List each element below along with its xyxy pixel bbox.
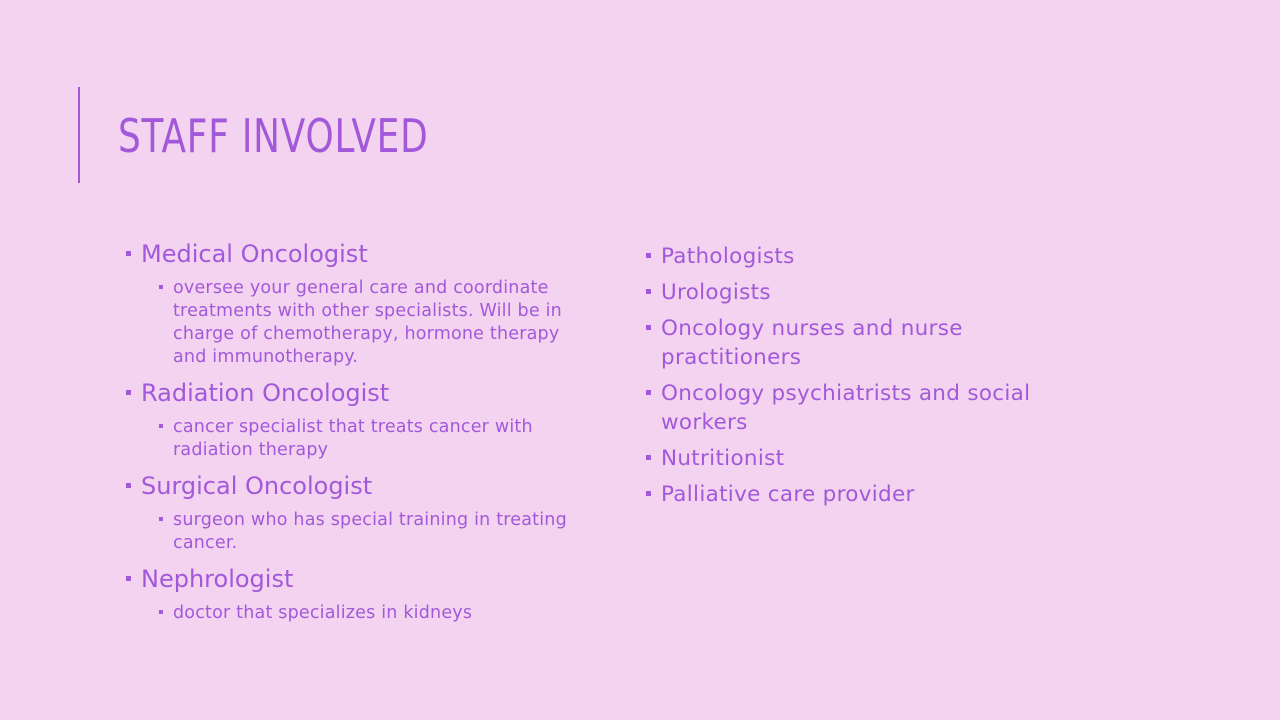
list-item-label: Pathologists [661,244,795,269]
sub-list-item-text: doctor that specializes in kidneys [173,603,473,623]
sub-list [141,509,596,555]
square-bullet-icon [159,610,163,614]
list-item [126,565,596,625]
sub-list-item [141,509,596,555]
list-item-label: Radiation Oncologist [141,379,390,407]
sub-list-item [141,277,596,369]
list-item [126,472,596,555]
square-bullet-icon [126,390,131,395]
list-item [646,444,1076,473]
list-item-label: Nephrologist [141,565,294,593]
list-item-label: Urologists [661,280,771,305]
square-bullet-icon [159,424,163,428]
square-bullet-icon [126,251,131,256]
square-bullet-icon [159,285,163,289]
square-bullet-icon [646,325,651,330]
sub-list [141,602,596,625]
list-item-label: Oncology nurses and nurse practitioners [661,316,963,370]
list-item-label: Surgical Oncologist [141,472,373,500]
sub-list-item [141,602,596,625]
right-bullet-list [646,242,1076,516]
list-item [646,379,1076,437]
list-item-label: Nutritionist [661,446,785,471]
square-bullet-icon [126,576,131,581]
title-accent-bar [78,87,80,183]
list-item [126,240,596,369]
sub-list [141,277,596,369]
list-item-label: Palliative care provider [661,482,915,507]
sub-list-item-text: cancer specialist that treats cancer with radiation therapy [173,417,533,460]
sub-list-item-text: surgeon who has special training in treating cancer. [173,510,567,553]
square-bullet-icon [159,517,163,521]
list-item [646,278,1076,307]
square-bullet-icon [646,289,651,294]
list-item [126,379,596,462]
list-item-label: Oncology psychiatrists and social workers [661,381,1031,435]
slide-title: STAFF INVOLVED [118,109,429,163]
square-bullet-icon [646,455,651,460]
square-bullet-icon [646,491,651,496]
square-bullet-icon [646,253,651,258]
list-item-label: Medical Oncologist [141,240,368,268]
square-bullet-icon [646,390,651,395]
sub-list-item [141,416,596,462]
list-item [646,314,1076,372]
list-item [646,480,1076,509]
square-bullet-icon [126,483,131,488]
list-item [646,242,1076,271]
left-bullet-list [126,240,596,635]
sub-list [141,416,596,462]
sub-list-item-text: oversee your general care and coordinate treatments with other specialists. Will be in charge of chemotherapy, hormone therapy and immunotherapy. [173,278,562,367]
